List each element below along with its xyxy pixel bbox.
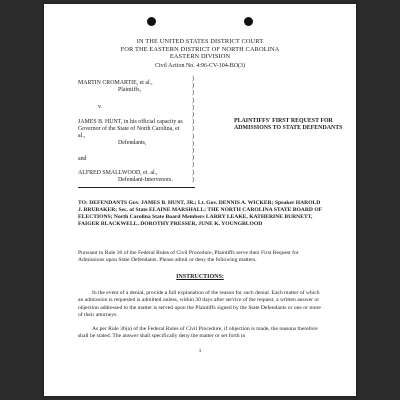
pursuant-paragraph: Pursuant to Rule 36 of the Federal Rules of Civil Procedure, Plaintiffs serve their First Request for Admissions upon State Defendants. Please admit or deny the following matters. <box>78 250 299 264</box>
plaintiff-name: MARTIN CROMARTIE, et al., <box>78 80 153 86</box>
caption-parentheses: ) ) ) ) ) ) ) ) ) ) ) ) ) ) ) <box>192 76 194 183</box>
defendant-role: Defendants, <box>118 140 147 146</box>
addressee-block: TO: DEFENDANTS Gov. JAMES B. HUNT, JR.; Lt. Gov. DENNIS A. WICKER; Speaker HAROLD J. BRUBAKER; Sec. of State ELAINE MARSHALL; THE NORTH CAROLINA STATE BOARD OF ELECTIONS; North Carolina State Board Members LARRY LEAKE, KATHERINE BURNETT, FAIGER BLACKWELL, DOROTHY PRESSER, JUNE K. YOUNGBLOOD <box>78 200 322 228</box>
court-line-2: FOR THE EASTERN DISTRICT OF NORTH CAROLINA <box>120 45 280 53</box>
and-label: and <box>78 156 87 162</box>
defendant-name: JAMES B. HUNT, in his official capacity as Governor of the State of North Carolina, et al., <box>78 119 183 140</box>
versus-label: v. <box>98 104 103 110</box>
court-heading <box>44 38 356 61</box>
instructions-paragraph-1: In the event of a denial, provide a full explanation of the reason for such denial. Each matter of which an admission is requested is admitted unless, within 30 days after service of the request, a written answer or objection addressed to the matter is served upon the Plaintiffs signed by the State Defendants or one or more of their attorneys. <box>78 290 321 319</box>
case-caption <box>78 76 348 188</box>
civil-action-number: Civil Action No. 4:96-CV-104-BO(3) <box>154 63 246 69</box>
instructions-paragraph-2: As per Rule 36(a) of the Federal Rules of Civil Procedure, if objection is made, the reasons therefore shall be stated. The answer shall specifically deny the matter or set forth in <box>78 326 318 340</box>
punch-hole-right <box>244 17 253 26</box>
document-title: PLAINTIFFS' FIRST REQUEST FOR ADMISSIONS TO STATE DEFENDANTS <box>234 118 343 132</box>
intervenor-role: Defendant-Intervenors. <box>118 177 173 183</box>
court-line-1: IN THE UNITED STATES DISTRICT COURT <box>136 38 264 45</box>
court-line-3: EASTERN DIVISION <box>169 53 231 61</box>
caption-divider <box>78 187 195 188</box>
page-number: 1 <box>198 348 202 354</box>
plaintiff-role: Plaintiffs, <box>118 87 141 93</box>
punch-hole-left <box>147 17 156 26</box>
instructions-heading: INSTRUCTIONS: <box>176 274 224 280</box>
document-page <box>44 4 356 396</box>
intervenor-name: ALFRED SMALLWOOD, et. al., <box>78 170 158 176</box>
